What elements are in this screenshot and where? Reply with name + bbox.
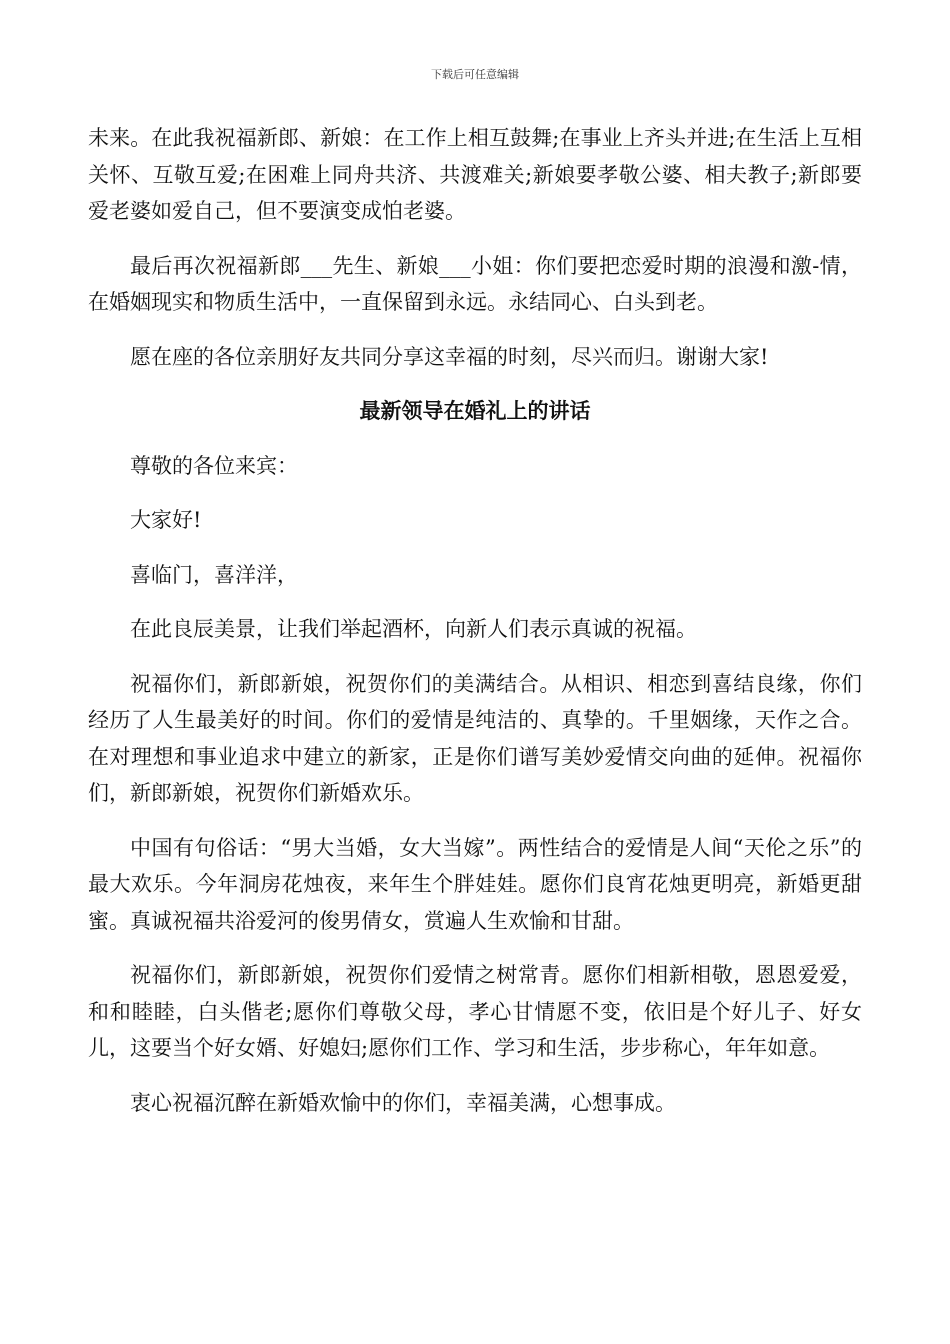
paragraph: 尊敬的各位来宾： [130, 453, 298, 478]
paragraph: 大家好! [130, 508, 202, 532]
document-body [88, 120, 862, 1139]
paragraph: 喜临门，喜洋洋， [130, 562, 298, 587]
paragraph: 愿在座的各位亲朋好友共同分享这幸福的时刻，尽兴而归。谢谢大家! [130, 344, 769, 369]
paragraph: 衷心祝福沉醉在新婚欢愉中的你们，幸福美满，心想事成。 [130, 1090, 676, 1115]
header-note: 下载后可任意编辑 [431, 68, 519, 81]
paragraph: 祝福你们，新郎新娘，祝贺你们的美满结合。从相识、相恋到喜结良缘，你们经历了人生最美好的时间。你们的爱情是纯洁的、真挚的。千里姻缘，天作之合。在对理想和事业追求中建立的新家，正是你们谱写美妙爱情交向曲的延伸。祝福你们，新郎新娘，祝贺你们新婚欢乐。 [88, 671, 862, 805]
paragraph: 未来。在此我祝福新郎、新娘：在工作上相互鼓舞;在事业上齐头并进;在生活上互相关怀、互敬互爱;在困难上同舟共济、共渡难关;新娘要孝敬公婆、相夫教子;新郎要爱老婆如爱自己，但不要演变成怕老婆。 [88, 126, 862, 223]
section-title: 最新领导在婚礼上的讲话 [359, 398, 591, 423]
paragraph: 最后再次祝福新郎___先生、新娘___小姐：你们要把恋爱时期的浪漫和激-情，在婚姻现实和物质生活中，一直保留到永远。永结同心、白头到老。 [88, 253, 862, 314]
paragraph: 在此良辰美景，让我们举起酒杯，向新人们表示真诚的祝福。 [130, 617, 697, 641]
paragraph: 祝福你们，新郎新娘，祝贺你们爱情之树常青。愿你们相新相敬，恩恩爱爱，和和睦睦，白头偕老;愿你们尊敬父母，孝心甘情愿不变，依旧是个好儿子、好女儿，这要当个好女婿、好媳妇;愿你们工作、学习和生活，步步称心，年年如意。 [88, 963, 862, 1060]
paragraph: 中国有句俗话：“男大当婚，女大当嫁”。两性结合的爱情是人间“天伦之乐”的最大欢乐。今年洞房花烛夜，来年生个胖娃娃。愿你们良宵花烛更明亮，新婚更甜蜜。真诚祝福共浴爱河的俊男倩女，赏遍人生欢愉和甘甜。 [88, 835, 862, 933]
